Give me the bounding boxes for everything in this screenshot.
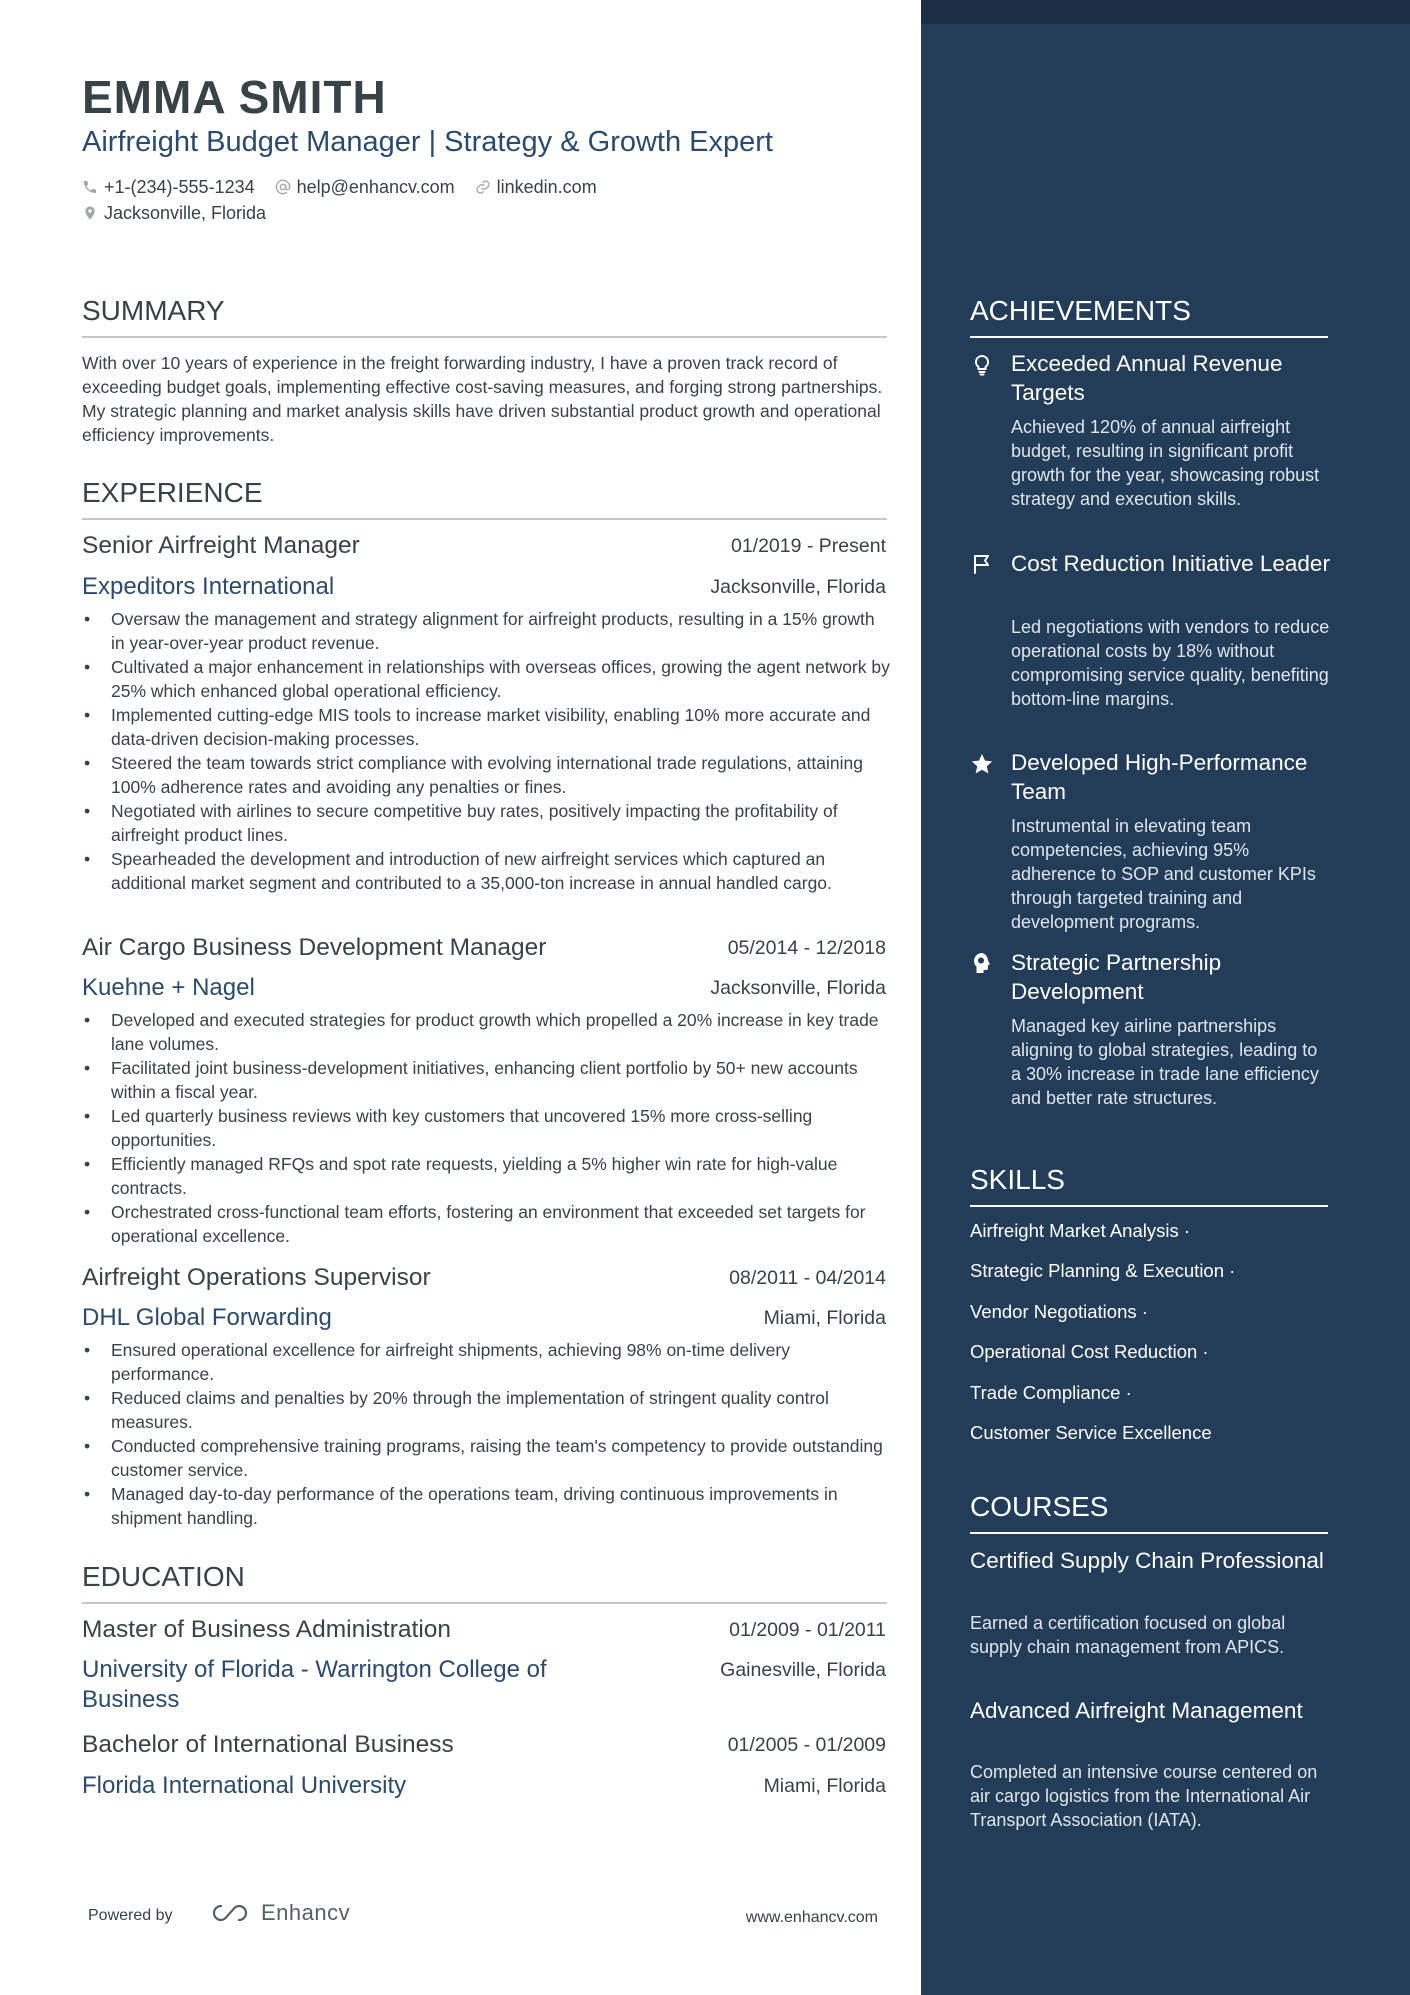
- school-location: Gainesville, Florida: [720, 1659, 886, 1681]
- achievement-description: Led negotiations with vendors to reduce operational costs by 18% without compromising service quality, benefiting bottom-line margins.: [1011, 617, 1330, 709]
- skill-item: Airfreight Market Analysis ·: [970, 1220, 1191, 1241]
- job-bullets: [82, 1338, 890, 1530]
- candidate-headline: Airfreight Budget Manager | Strategy & Growth Expert: [82, 126, 773, 158]
- job-bullet: • Led quarterly business reviews with key customers that uncovered 15% more cross-selling opportunities.: [82, 1104, 890, 1152]
- location-contact: [82, 201, 266, 225]
- summary-heading: SUMMARY: [82, 294, 887, 338]
- achievements-heading: ACHIEVEMENTS: [970, 294, 1328, 338]
- job-location: Jacksonville, Florida: [710, 576, 886, 598]
- powered-by-label: Powered by: [88, 1907, 173, 1924]
- job-dates: 01/2019 - Present: [730, 535, 886, 557]
- job-bullet: • Facilitated joint business-development initiatives, enhancing client portfolio by 50+ new accounts within a fiscal year.: [82, 1056, 890, 1104]
- achievement-description: Managed key airline partnerships aligning to global strategies, leading to a 30% increase in trade lane efficiency and better rate structures.: [1011, 1016, 1319, 1108]
- location-text: Jacksonville, Florida: [104, 203, 267, 223]
- job-bullets: [82, 1008, 890, 1248]
- school-name: Florida International University: [82, 1772, 407, 1799]
- flag-icon: [970, 552, 994, 576]
- phone-icon: [82, 179, 98, 195]
- job-bullet: • Reduced claims and penalties by 20% through the implementation of stringent quality control measures.: [82, 1386, 890, 1434]
- lightbulb-icon: [970, 353, 994, 377]
- enhancv-wordmark: Enhancv: [261, 1900, 351, 1925]
- head-brain-icon: [970, 951, 994, 975]
- linkedin-text: linkedin.com: [496, 177, 597, 197]
- job-bullet: • Spearheaded the development and introduction of new airfreight services which captured an additional market segment and contributed to a 35,000-ton increase in annual handled cargo.: [82, 847, 890, 895]
- phone-contact[interactable]: [82, 175, 255, 199]
- candidate-name: EMMA SMITH: [82, 71, 387, 123]
- achievement-title: Cost Reduction Initiative Leader: [1011, 551, 1330, 576]
- degree-dates: 01/2009 - 01/2011: [729, 1619, 886, 1641]
- achievement-description: Instrumental in elevating team competencies, achieving 95% adherence to SOP and customer KPIs through targeted training and development programs.: [1011, 816, 1316, 932]
- job-dates: 08/2011 - 04/2014: [729, 1267, 886, 1289]
- skills-heading: SKILLS: [970, 1163, 1328, 1207]
- job-location: Miami, Florida: [763, 1307, 886, 1329]
- location-row: [82, 201, 286, 225]
- job-bullet: • Developed and executed strategies for product growth which propelled a 20% increase in key trade lane volumes.: [82, 1008, 890, 1056]
- company-name: Expeditors International: [82, 573, 335, 600]
- link-icon: [475, 179, 491, 195]
- job-title: Air Cargo Business Development Manager: [82, 934, 547, 961]
- skill-item: Vendor Negotiations ·: [970, 1301, 1148, 1322]
- enhancv-logo-icon: [207, 1900, 253, 1926]
- education-heading: EDUCATION: [82, 1560, 887, 1604]
- degree-title: Bachelor of International Business: [82, 1731, 454, 1758]
- job-bullet: • Managed day-to-day performance of the operations team, driving continuous improvements in shipment handling.: [82, 1482, 890, 1530]
- company-name: Kuehne + Nagel: [82, 974, 255, 1001]
- job-bullet: • Implemented cutting-edge MIS tools to increase market visibility, enabling 10% more accurate and data-driven decision-making processes.: [82, 703, 890, 751]
- company-name: DHL Global Forwarding: [82, 1304, 332, 1331]
- job-bullet: • Cultivated a major enhancement in relationships with overseas offices, growing the agent network by 25% which enhanced global operational efficiency.: [82, 655, 890, 703]
- job-bullet: • Conducted comprehensive training programs, raising the team's competency to provide outstanding customer service.: [82, 1434, 890, 1482]
- experience-heading: EXPERIENCE: [82, 476, 887, 520]
- job-bullet: • Negotiated with airlines to secure competitive buy rates, positively impacting the profitability of airfreight product lines.: [82, 799, 890, 847]
- job-dates: 05/2014 - 12/2018: [727, 937, 886, 959]
- course-description: Earned a certification focused on global supply chain management from APICS.: [970, 1613, 1286, 1657]
- job-title: Airfreight Operations Supervisor: [82, 1264, 431, 1291]
- job-bullet: • Steered the team towards strict compliance with evolving international trade regulations, attaining 100% adherence rates and avoiding any penalties or fines.: [82, 751, 890, 799]
- courses-heading: COURSES: [970, 1490, 1328, 1534]
- job-bullet: • Ensured operational excellence for airfreight shipments, achieving 98% on-time delivery performance.: [82, 1338, 890, 1386]
- job-title: Senior Airfreight Manager: [82, 532, 360, 559]
- job-bullet: • Orchestrated cross-functional team efforts, fostering an environment that exceeded set targets for operational excellence.: [82, 1200, 890, 1248]
- footer-site-link[interactable]: www.enhancv.com: [745, 1909, 878, 1926]
- school-location: Miami, Florida: [763, 1775, 886, 1797]
- degree-title: Master of Business Administration: [82, 1616, 452, 1643]
- course-title: Certified Supply Chain Professional: [970, 1548, 1324, 1573]
- skill-item: Operational Cost Reduction ·: [970, 1341, 1209, 1362]
- location-pin-icon: [82, 205, 98, 221]
- linkedin-contact[interactable]: [475, 175, 597, 199]
- job-location: Jacksonville, Florida: [710, 977, 886, 999]
- email-contact[interactable]: [275, 175, 455, 199]
- achievement-description: Achieved 120% of annual airfreight budget, resulting in significant profit growth for the year, showcasing robust strategy and execution skills.: [1011, 417, 1320, 509]
- phone-text: +1-(234)-555-1234: [104, 177, 255, 197]
- sidebar-top-bar: [921, 0, 1410, 24]
- skill-item: Customer Service Excellence: [970, 1422, 1212, 1443]
- course-title: Advanced Airfreight Management: [970, 1698, 1303, 1723]
- job-bullets: [82, 607, 890, 895]
- skill-item: Strategic Planning & Execution ·: [970, 1260, 1236, 1281]
- course-description: Completed an intensive course centered on air cargo logistics from the International Air Transport Association (IATA).: [970, 1762, 1318, 1830]
- achievement-title: Developed High-Performance Team: [1011, 750, 1308, 804]
- enhancv-logo[interactable]: [207, 1900, 350, 1926]
- at-icon: [275, 179, 291, 195]
- degree-dates: 01/2005 - 01/2009: [727, 1734, 886, 1756]
- achievement-title: Strategic Partnership Development: [1011, 950, 1222, 1004]
- contact-row: [82, 175, 617, 199]
- school-name: University of Florida - Warrington College of Business: [82, 1656, 547, 1713]
- skill-item: Trade Compliance ·: [970, 1382, 1132, 1403]
- job-bullet: • Efficiently managed RFQs and spot rate requests, yielding a 5% higher win rate for high-value contracts.: [82, 1152, 890, 1200]
- star-icon: [970, 752, 994, 776]
- email-text: help@enhancv.com: [296, 177, 455, 197]
- job-bullet: • Oversaw the management and strategy alignment for airfreight products, resulting in a 15% growth in year-over-year product revenue.: [82, 607, 890, 655]
- achievement-title: Exceeded Annual Revenue Targets: [1011, 351, 1283, 405]
- summary-text: With over 10 years of experience in the freight forwarding industry, I have a proven track record of exceeding budget goals, implementing effective cost-saving measures, and forging strong partnerships. My strategic planning and market analysis skills have driven substantial product growth and operational efficiency improvements.: [82, 353, 883, 445]
